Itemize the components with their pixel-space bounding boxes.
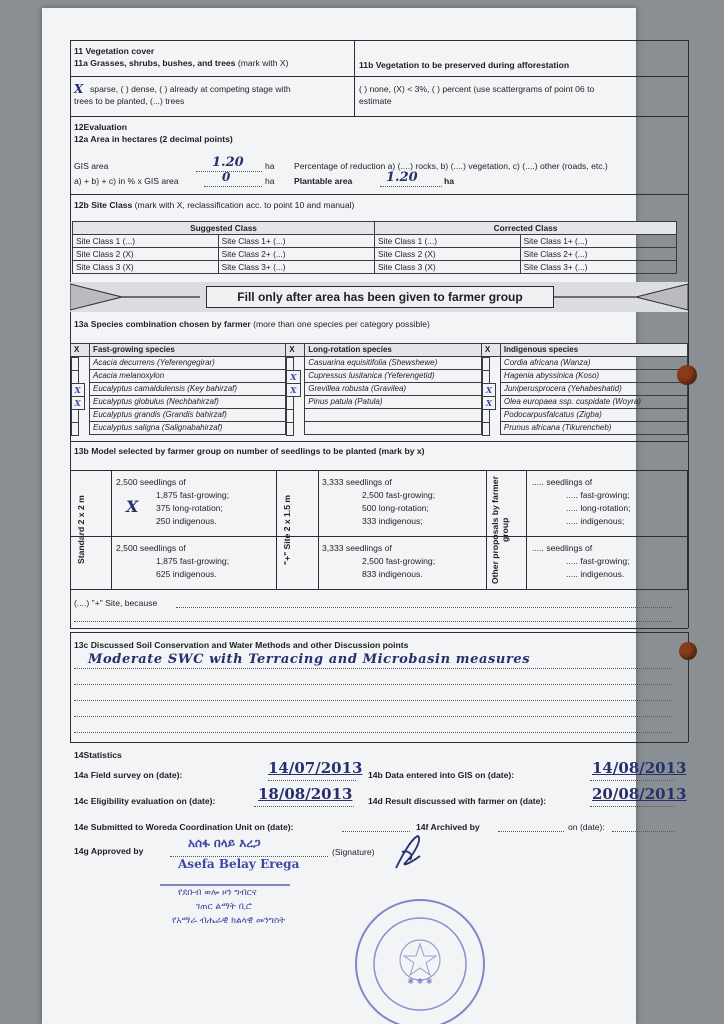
approver-name: Asefa Belay Erega: [178, 857, 300, 871]
note-line: [74, 716, 672, 717]
site-class-table: [72, 221, 677, 274]
std-top-mark: X: [126, 497, 139, 516]
indig-species: Hagenia abyssinica (Koso): [500, 370, 687, 383]
long-species: [305, 422, 482, 435]
s14c-label: 14c Eligibility evaluation on (date):: [74, 796, 216, 806]
because-line: [176, 607, 672, 608]
other-top-line: ..... fast-growing;: [566, 490, 630, 500]
long-mark: [286, 422, 294, 436]
indig-mark: [482, 409, 490, 423]
plus-top-line: 500 long-rotation;: [362, 503, 429, 513]
indig-species: Prunus africana (Tikurencheb): [500, 422, 687, 435]
s14a-line: [268, 780, 356, 781]
indig-species: Juniperusprocera (Yehabeshatid): [500, 383, 687, 396]
s14f-date-line: [612, 831, 674, 832]
s12-top-rule: [70, 116, 688, 117]
s13b-top-rule: [70, 441, 688, 442]
official-round-stamp: [340, 880, 490, 1024]
signature-scribble: [390, 832, 426, 876]
other-top-line: ..... seedlings of: [532, 477, 593, 487]
note-line: [74, 732, 672, 733]
cell: Site Class 3+ (...): [520, 261, 676, 274]
s11b-options-2: estimate: [359, 96, 392, 106]
long-species: Cupressus lusitanica (Yeferengetid): [305, 370, 482, 383]
cell: Site Class 1+ (...): [520, 235, 676, 248]
s12a-label: 12a Area in hectares (2 decimal points): [74, 134, 233, 144]
std-top-line: 1,875 fast-growing;: [156, 490, 230, 500]
other-top-line: ..... indigenous;: [566, 516, 625, 526]
indig-species: Olea europaea ssp. cuspidate (Woyra): [500, 396, 687, 409]
model-div-4: [486, 470, 487, 590]
s14g-label: 14g Approved by: [74, 846, 144, 856]
fast-mark: X: [71, 396, 85, 410]
s14b-label: 14b Data entered into GIS on (date):: [368, 770, 515, 780]
cell: Site Class 2+ (...): [218, 248, 374, 261]
gis-area-value: 1.20: [212, 155, 244, 170]
long-mark: [286, 396, 294, 410]
s14f-line: [498, 831, 564, 832]
cell: Site Class 1 (...): [73, 235, 219, 248]
s12-title: 12Evaluation: [74, 122, 128, 132]
s11b-options-1: ( ) none, (X) < 3%, ( ) percent (use scattergrams of point 06 to: [359, 84, 595, 94]
s13a-title: 13a Species combination chosen by farmer (more than one species per category possible): [74, 319, 430, 329]
model-div-3: [318, 470, 319, 590]
model-div-2: [276, 470, 277, 590]
s14f-on-date: on (date):: [568, 822, 605, 832]
banner-text: Fill only after area has been given to farmer group: [206, 286, 554, 308]
plus-bot-line: 833 indigenous.: [362, 569, 423, 579]
plus-bot-line: 3,333 seedlings of: [322, 543, 392, 553]
fast-species: Acacia decurrens (Yeferengegirar): [90, 357, 286, 370]
plus-site-because-label: (....) "+" Site, because: [74, 598, 158, 608]
s11-divider: [354, 40, 355, 116]
plantable-value: 1.20: [386, 170, 418, 185]
signature-label: (Signature): [332, 847, 375, 857]
s14c-line: [254, 806, 354, 807]
stamp-text-line: ገጠር ልማት ቢሮ: [196, 902, 252, 912]
s12b-top-rule: [70, 194, 688, 195]
s11-title: 11 Vegetation cover: [74, 46, 155, 56]
name-stamp-underline: [160, 874, 290, 886]
s14d-date: 20/08/2013: [592, 785, 687, 803]
site-class-row: [73, 248, 677, 261]
s14b-line: [590, 780, 674, 781]
cell: Site Class 1 (...): [374, 235, 520, 248]
fast-mark: [71, 370, 79, 384]
note-line: [74, 668, 672, 669]
s11a-label: 11a Grasses, shrubs, bushes, and trees (mark with X): [74, 58, 289, 68]
x-col-header: X: [481, 344, 500, 357]
indigenous-header: Indigenous species: [500, 344, 687, 357]
s13c-bottom: [70, 742, 688, 743]
sum-unit: ha: [265, 176, 275, 186]
approver-name-amharic: አሰፋ በላይ እረጋ: [188, 836, 261, 850]
s11a-options-2: trees to be planted, (...) trees: [74, 96, 185, 106]
s14b-date: 14/08/2013: [592, 759, 687, 777]
other-bot-line: ..... indigenous.: [566, 569, 625, 579]
plus-bot-line: 2,500 fast-growing;: [362, 556, 436, 566]
s14c-date: 18/08/2013: [258, 785, 353, 803]
long-species: Pinus patula (Patula): [305, 396, 482, 409]
standard-spacing-label: Standard 2 x 2 m: [76, 495, 86, 565]
other-top-line: ..... long-rotation;: [566, 503, 631, 513]
s11a-check-mark: X: [74, 82, 84, 96]
species-row: [71, 370, 688, 383]
cell: Site Class 2 (X): [374, 248, 520, 261]
banner-band: [70, 282, 688, 312]
reduction-label: Percentage of reduction a) (....) rocks, b) (....) vegetation, c) (....) other (roads, etc.): [294, 161, 608, 171]
std-bot-line: 1,875 fast-growing;: [156, 556, 230, 566]
s11b-label: 11b Vegetation to be preserved during afforestation: [359, 60, 570, 70]
stamp-text-line: የደቡብ ወሎ ዞን ግብርና: [178, 888, 257, 898]
s14e-label: 14e Submitted to Woreda Coordination Unit on (date):: [74, 822, 294, 832]
model-div-1: [111, 470, 112, 590]
x-col-header: X: [71, 344, 90, 357]
pin-icon: [679, 642, 697, 660]
s14a-date: 14/07/2013: [268, 759, 363, 777]
fast-species: Eucalyptus grandis (Grandis bahirzaf): [90, 409, 286, 422]
fast-growing-header: Fast-growing species: [90, 344, 286, 357]
other-bot-line: ..... fast-growing;: [566, 556, 630, 566]
cell: Site Class 3 (X): [374, 261, 520, 274]
indig-mark: [482, 370, 490, 384]
other-proposals-label: Other proposals by farmer group: [490, 476, 510, 584]
std-top-line: 2,500 seedlings of: [116, 477, 186, 487]
fast-mark: [71, 422, 79, 436]
fast-species: Eucalyptus globulus (Nechbahirzaf): [90, 396, 286, 409]
indig-species: Cordia africana (Wanza): [500, 357, 687, 370]
long-mark: X: [286, 370, 300, 384]
plus-site-spacing-label: "+" Site 2 x 1.5 m: [282, 495, 292, 566]
long-species: [305, 409, 482, 422]
model-mid-rule: [70, 536, 688, 537]
stamp-text-line: የአማራ ብሔራዊ ክልላዊ መንግስት: [172, 916, 286, 926]
plantable-unit: ha: [444, 176, 455, 186]
gis-area-label: GIS area: [74, 161, 109, 171]
cell: Site Class 1+ (...): [218, 235, 374, 248]
fast-species: Acacia melanoxylon: [90, 370, 286, 383]
long-mark: [286, 409, 294, 423]
cell: Site Class 3+ (...): [218, 261, 374, 274]
site-class-row: [73, 235, 677, 248]
species-row: [71, 396, 688, 409]
long-rotation-header: Long-rotation species: [305, 344, 482, 357]
s13c-title: 13c Discussed Soil Conservation and Water Methods and other Discussion points: [74, 640, 409, 650]
because-line-2: [74, 621, 672, 622]
std-top-line: 250 indigenous.: [156, 516, 217, 526]
plantable-label: Plantable area: [294, 176, 353, 186]
s12b-label: 12b Site Class (mark with X, reclassification acc. to point 10 and manual): [74, 200, 355, 210]
species-row: [71, 383, 688, 396]
pin-icon: [677, 365, 697, 385]
sum-value: 0: [222, 170, 231, 184]
cell: Site Class 3 (X): [73, 261, 219, 274]
indig-mark: X: [482, 383, 496, 397]
frame-right: [688, 40, 689, 628]
cell: Site Class 2 (X): [73, 248, 219, 261]
note-line: [74, 700, 672, 701]
frame-top: [70, 40, 688, 41]
fast-mark: [71, 409, 79, 423]
suggested-class-header: Suggested Class: [73, 222, 375, 235]
s11a-options-1: sparse, ( ) dense, ( ) already at competing stage with: [90, 84, 291, 94]
s13b-title: 13b Model selected by farmer group on number of seedlings to be planted (mark by x): [74, 446, 425, 456]
s14d-label: 14d Result discussed with farmer on (date):: [368, 796, 547, 806]
s13c-handwritten-note: Moderate SWC with Terracing and Microbasin measures: [88, 652, 531, 667]
site-class-row: [73, 261, 677, 274]
indig-mark: [482, 422, 490, 436]
sum-label: a) + b) + c) in % x GIS area: [74, 176, 179, 186]
s14d-line: [590, 806, 674, 807]
corrected-class-header: Corrected Class: [374, 222, 676, 235]
s14a-label: 14a Field survey on (date):: [74, 770, 183, 780]
plantable-line: [380, 186, 442, 187]
x-col-header: X: [286, 344, 305, 357]
long-mark: X: [286, 383, 300, 397]
s14f-label: 14f Archived by: [416, 822, 480, 832]
frame-bottom: [70, 628, 688, 629]
long-species: Grevillea robusta (Gravilea): [305, 383, 482, 396]
long-species: Casuarina equisitifolia (Shewshewe): [305, 357, 482, 370]
std-bot-line: 625 indigenous.: [156, 569, 217, 579]
plus-top-line: 3,333 seedlings of: [322, 477, 392, 487]
plus-top-line: 2,500 fast-growing;: [362, 490, 436, 500]
species-table: [70, 343, 688, 435]
model-div-5: [526, 470, 527, 590]
std-top-line: 375 long-rotation;: [156, 503, 223, 513]
indig-mark: X: [482, 396, 496, 410]
note-line: [74, 684, 672, 685]
fast-species: Eucalyptus camaldulensis (Key bahirzaf): [90, 383, 286, 396]
s13c-left: [70, 632, 71, 742]
other-bot-line: ..... seedlings of: [532, 543, 593, 553]
plus-top-line: 333 indigenous;: [362, 516, 423, 526]
species-row: [71, 422, 688, 435]
indig-species: Podocarpusfalcatus (Zigba): [500, 409, 687, 422]
fast-species: Eucalyptus saligna (Salignabahirzaf): [90, 422, 286, 435]
svg-text:✱ ✱ ✱: ✱ ✱ ✱: [407, 977, 433, 986]
std-bot-line: 2,500 seedlings of: [116, 543, 186, 553]
species-row: [71, 357, 688, 370]
cell: Site Class 2+ (...): [520, 248, 676, 261]
sum-line: [204, 186, 262, 187]
species-row: [71, 409, 688, 422]
s13c-top: [70, 632, 688, 633]
s11-rule: [70, 76, 688, 77]
s14-title: 14Statistics: [74, 750, 122, 760]
fast-mark: X: [71, 383, 85, 397]
gis-area-unit: ha: [265, 161, 275, 171]
